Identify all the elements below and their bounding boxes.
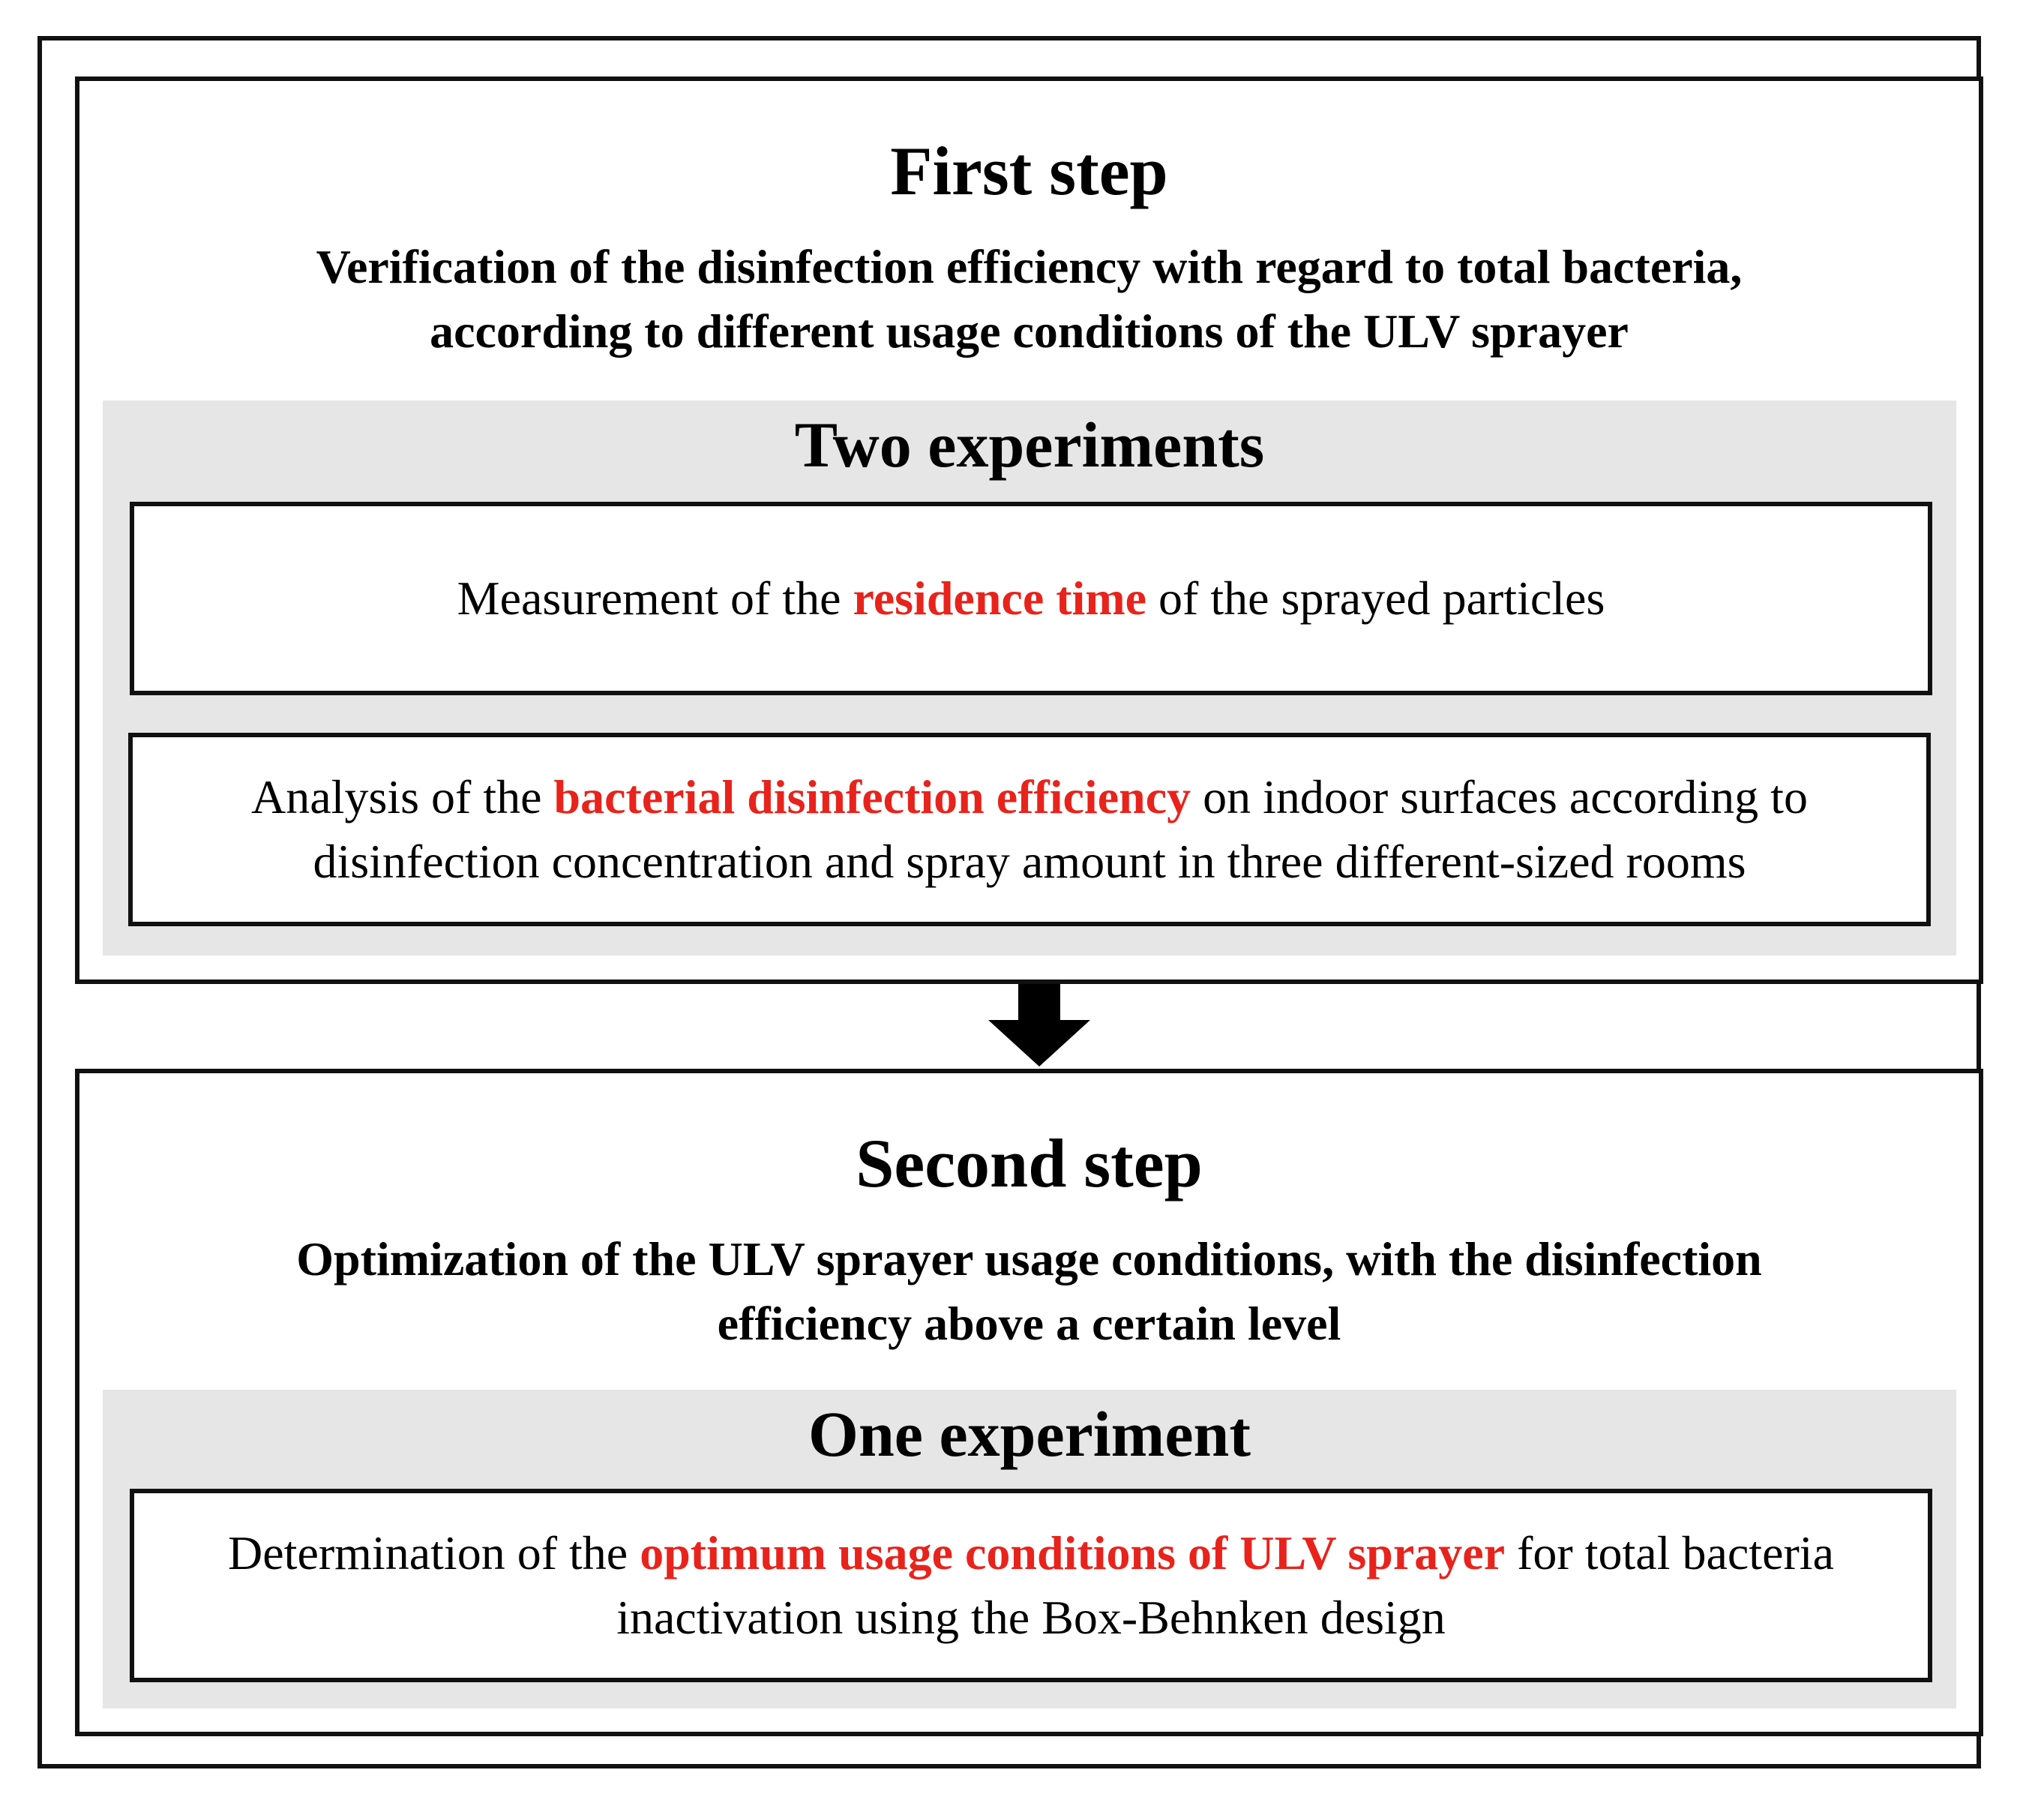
second-step-desc-line2: efficiency above a certain level bbox=[717, 1297, 1341, 1350]
exp2-highlight: bacterial disinfection efficiency bbox=[553, 770, 1191, 824]
one-experiment-title: One experiment bbox=[808, 1398, 1251, 1470]
second-step-desc-line1: Optimization of the ULV sprayer usage conditions, with the disinfection bbox=[296, 1232, 1762, 1286]
exp3-text-pre: Determination of the bbox=[228, 1526, 640, 1580]
exp2-text-post: on indoor surfaces according to disinfection concentration and spray amount in three different-sized rooms bbox=[313, 770, 1808, 888]
exp3-text-post: for total bacteria inactivation using the Box-Behnken design bbox=[616, 1526, 1834, 1644]
two-experiments-panel bbox=[103, 400, 1956, 956]
second-step-description bbox=[79, 1227, 1979, 1356]
exp3-highlight: optimum usage conditions of ULV sprayer bbox=[640, 1526, 1506, 1580]
first-step-box bbox=[75, 76, 1983, 984]
experiment-optimum-conditions-text bbox=[164, 1521, 1898, 1650]
second-step-title: Second step bbox=[856, 1125, 1203, 1202]
experiment-residence-time-box bbox=[130, 502, 1932, 695]
exp1-text-post: of the sprayed particles bbox=[1146, 572, 1605, 625]
first-step-desc-line2: according to different usage conditions of the ULV sprayer bbox=[430, 304, 1629, 358]
experiment-residence-time-text bbox=[457, 566, 1605, 631]
first-step-desc-line1: Verification of the disinfection efficiency with regard to total bacteria, bbox=[316, 240, 1743, 293]
exp2-text-pre: Analysis of the bbox=[251, 770, 554, 824]
second-step-box bbox=[75, 1069, 1983, 1736]
one-experiment-panel bbox=[103, 1390, 1956, 1708]
experiment-disinfection-efficiency-box bbox=[128, 733, 1931, 926]
experiment-disinfection-efficiency-text bbox=[163, 765, 1896, 894]
two-experiments-title: Two experiments bbox=[794, 409, 1265, 481]
exp1-highlight: residence time bbox=[853, 572, 1147, 625]
first-step-title: First step bbox=[890, 133, 1168, 209]
experiment-optimum-conditions-box bbox=[130, 1489, 1932, 1682]
first-step-description bbox=[79, 235, 1979, 364]
exp1-text-pre: Measurement of the bbox=[457, 572, 853, 625]
down-arrow-icon bbox=[988, 984, 1090, 1066]
